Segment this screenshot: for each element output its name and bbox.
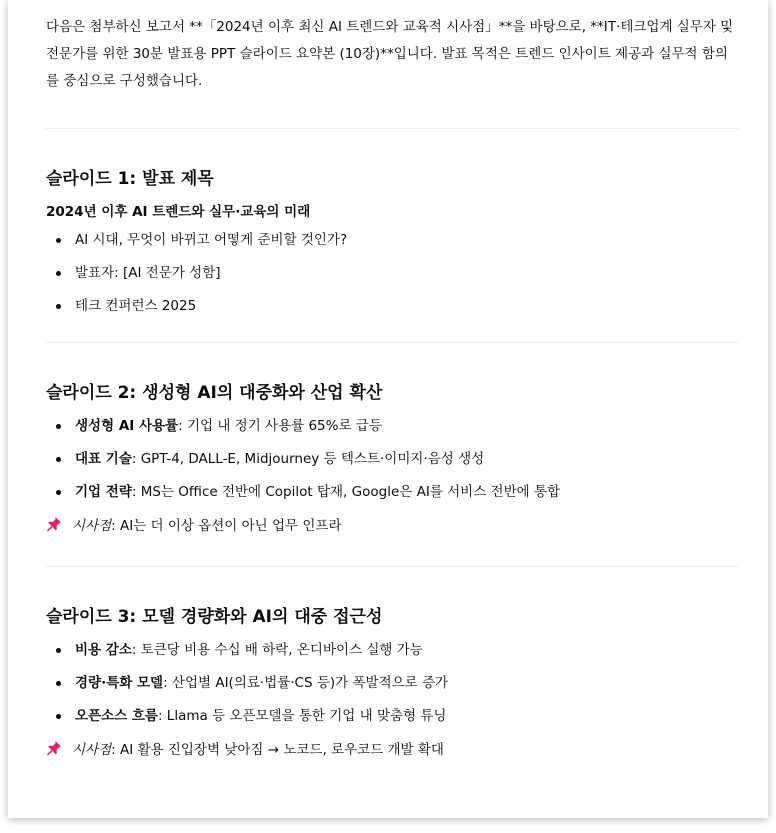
slide-2-bullets bbox=[46, 415, 738, 514]
pushpin-icon bbox=[46, 740, 64, 763]
list-item: 테크 컨퍼런스 2025 bbox=[46, 295, 738, 328]
slide-3-bullets bbox=[46, 639, 738, 738]
intro-paragraph: 다음은 첨부하신 보고서 **「2024년 이후 최신 AI 트렌드와 교육적 시사점」**을 바탕으로, **IT·테크업계 실무자 및 전문가를 위한 30분 발표용 PPT 슬라이드 요약본 (10장)**입니다. 발표 목적은 트렌드 인사이트 제공과 실무적 함의를 중심으로 구성했습니다. bbox=[46, 19, 734, 89]
list-item: 생성형 AI 사용률: 기업 내 정기 사용률 65%로 급등 bbox=[46, 415, 738, 448]
document-card bbox=[8, 0, 768, 818]
list-item: 비용 감소: 토큰당 비용 수십 배 하락, 온디바이스 실행 가능 bbox=[46, 639, 738, 672]
slide-1-title: 슬라이드 1: 발표 제목 bbox=[46, 169, 214, 189]
pushpin-icon bbox=[46, 516, 64, 539]
slide-3-note: 시사점: AI 활용 진입장벽 낮아짐 → 노코드, 로우코드 개발 확대 bbox=[46, 739, 738, 763]
slide-2-note: 시사점: AI는 더 이상 옵션이 아닌 업무 인프라 bbox=[46, 515, 738, 539]
list-item: AI 시대, 무엇이 바뀌고 어떻게 준비할 것인가? bbox=[46, 229, 738, 262]
list-item: 발표자: [AI 전문가 성함] bbox=[46, 262, 738, 295]
list-item: 경량·특화 모델: 산업별 AI(의료·법률·CS 등)가 폭발적으로 증가 bbox=[46, 672, 738, 705]
slide-1-subtitle: 2024년 이후 AI 트렌드와 실무·교육의 미래 bbox=[46, 204, 311, 220]
slide-3-title: 슬라이드 3: 모델 경량화와 AI의 대중 접근성 bbox=[46, 607, 383, 627]
list-item: 대표 기술: GPT-4, DALL-E, Midjourney 등 텍스트·이미지·음성 생성 bbox=[46, 448, 738, 481]
document-content bbox=[46, 14, 738, 763]
slide-1-bullets bbox=[46, 229, 738, 328]
slide-2-title: 슬라이드 2: 생성형 AI의 대중화와 산업 확산 bbox=[46, 383, 383, 403]
list-item: 오픈소스 흐름: Llama 등 오픈모델을 통한 기업 내 맞춤형 튜닝 bbox=[46, 705, 738, 738]
list-item: 기업 전략: MS는 Office 전반에 Copilot 탑재, Google은 AI를 서비스 전반에 통합 bbox=[46, 481, 738, 514]
